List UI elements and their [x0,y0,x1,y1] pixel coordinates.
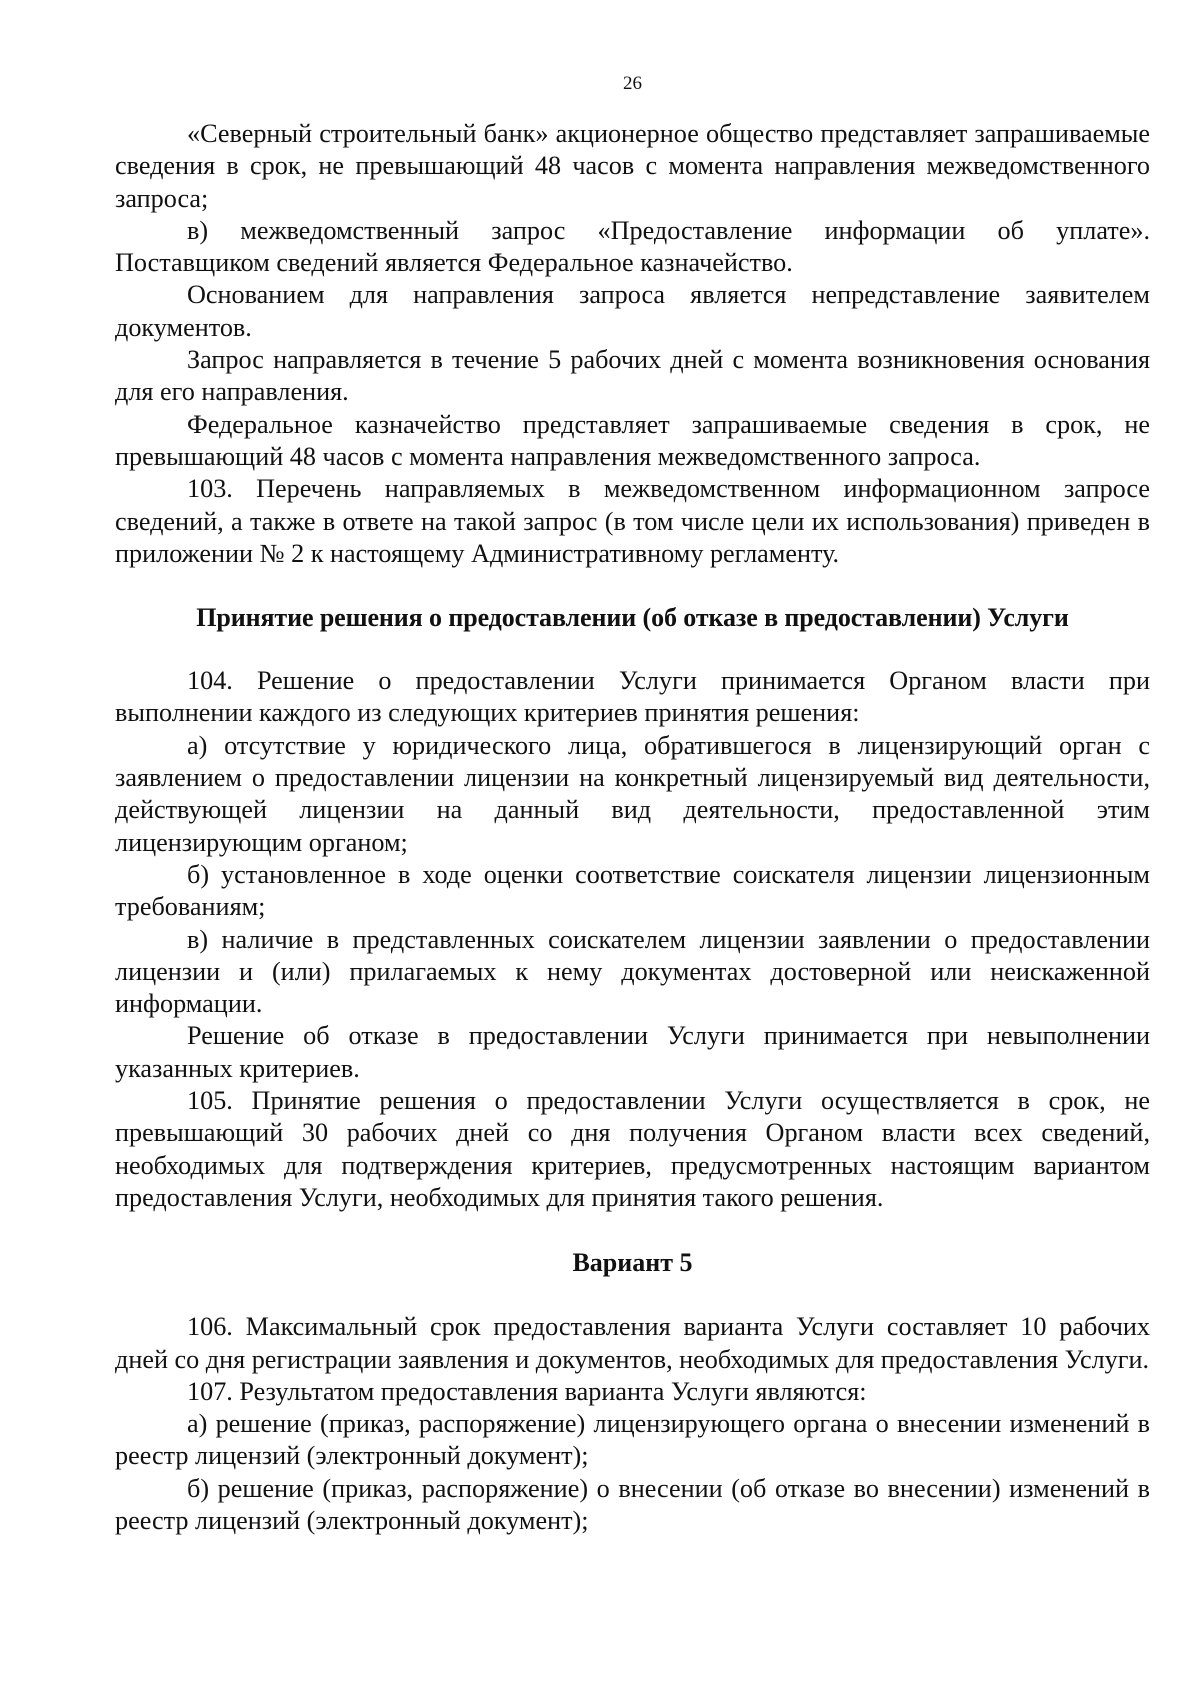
paragraph-104-b: б) установленное в ходе оценки соответствие соискателя лицензии лицензионным требованиям; [115,859,1150,922]
paragraph-request-v: в) межведомственный запрос «Предоставление информации об уплате». Поставщиком сведений является Федеральное казначейство. [115,215,1150,278]
paragraph-refusal: Решение об отказе в предоставлении Услуги принимается при невыполнении указанных критериев. [115,1021,1150,1083]
paragraph-request-timing: Запрос направляется в течение 5 рабочих дней с момента возникновения основания для его направления. [115,345,1150,407]
paragraph-104-v: в) наличие в представленных соискателем лицензии заявлении о предоставлении лицензии и (или) прилагаемых к нему документах достоверной или неискаженной информации. [115,924,1150,1019]
paragraph-106: 106. Максимальный срок предоставления варианта Услуги составляет 10 рабочих дней со дня регистрации заявления и документов, необходимых для предоставления Услуги. [115,1312,1150,1374]
paragraph-107: 107. Результатом предоставления варианта Услуги являются: [187,1376,867,1406]
section-heading-decision: Принятие решения о предоставлении (об отказе в предоставлении) Услуги [196,603,1069,633]
page-number: 26 [623,73,642,94]
paragraph-104-a: а) отсутствие у юридического лица, обратившегося в лицензирующий орган с заявлением о предоставлении лицензии на конкретный лицензируемый вид деятельности, действующей лицензии на данный вид деятельности, предоставленной этим лицензирующим органом; [115,730,1150,857]
section-heading-variant-5: Вариант 5 [572,1248,693,1278]
paragraph-request-basis: Основанием для направления запроса является непредставление заявителем документов. [115,280,1150,342]
paragraph-treasury-response: Федеральное казначейство представляет запрашиваемые сведения в срок, не превышающий 48 часов с момента направления межведомственного запроса. [115,409,1150,471]
paragraph-107-b: б) решение (приказ, распоряжение) о внесении (об отказе во внесении) изменений в реестр лицензий (электронный документ); [115,1473,1150,1535]
document-body [115,118,1150,1537]
paragraph-107-a: а) решение (приказ, распоряжение) лицензирующего органа о внесении изменений в реестр лицензий (электронный документ); [115,1409,1150,1471]
paragraph-bank-info: «Северный строительный банк» акционерное общество представляет запрашиваемые сведения в срок, не превышающий 48 часов с момента направления межведомственного запроса; [115,119,1150,213]
paragraph-104: 104. Решение о предоставлении Услуги принимается Органом власти при выполнении каждого из следующих критериев принятия решения: [115,666,1150,728]
paragraph-105: 105. Принятие решения о предоставлении Услуги осуществляется в срок, не превышающий 30 рабочих дней со дня получения Органом власти всех сведений, необходимых для подтверждения критериев, предусмотренных настоящим вариантом предоставления Услуги, необходимых для принятия такого решения. [115,1086,1150,1212]
paragraph-103: 103. Перечень направляемых в межведомственном информационном запросе сведений, а также в ответе на такой запрос (в том числе цели их использования) приведен в приложении № 2 к настоящему Административному регламенту. [115,474,1150,568]
